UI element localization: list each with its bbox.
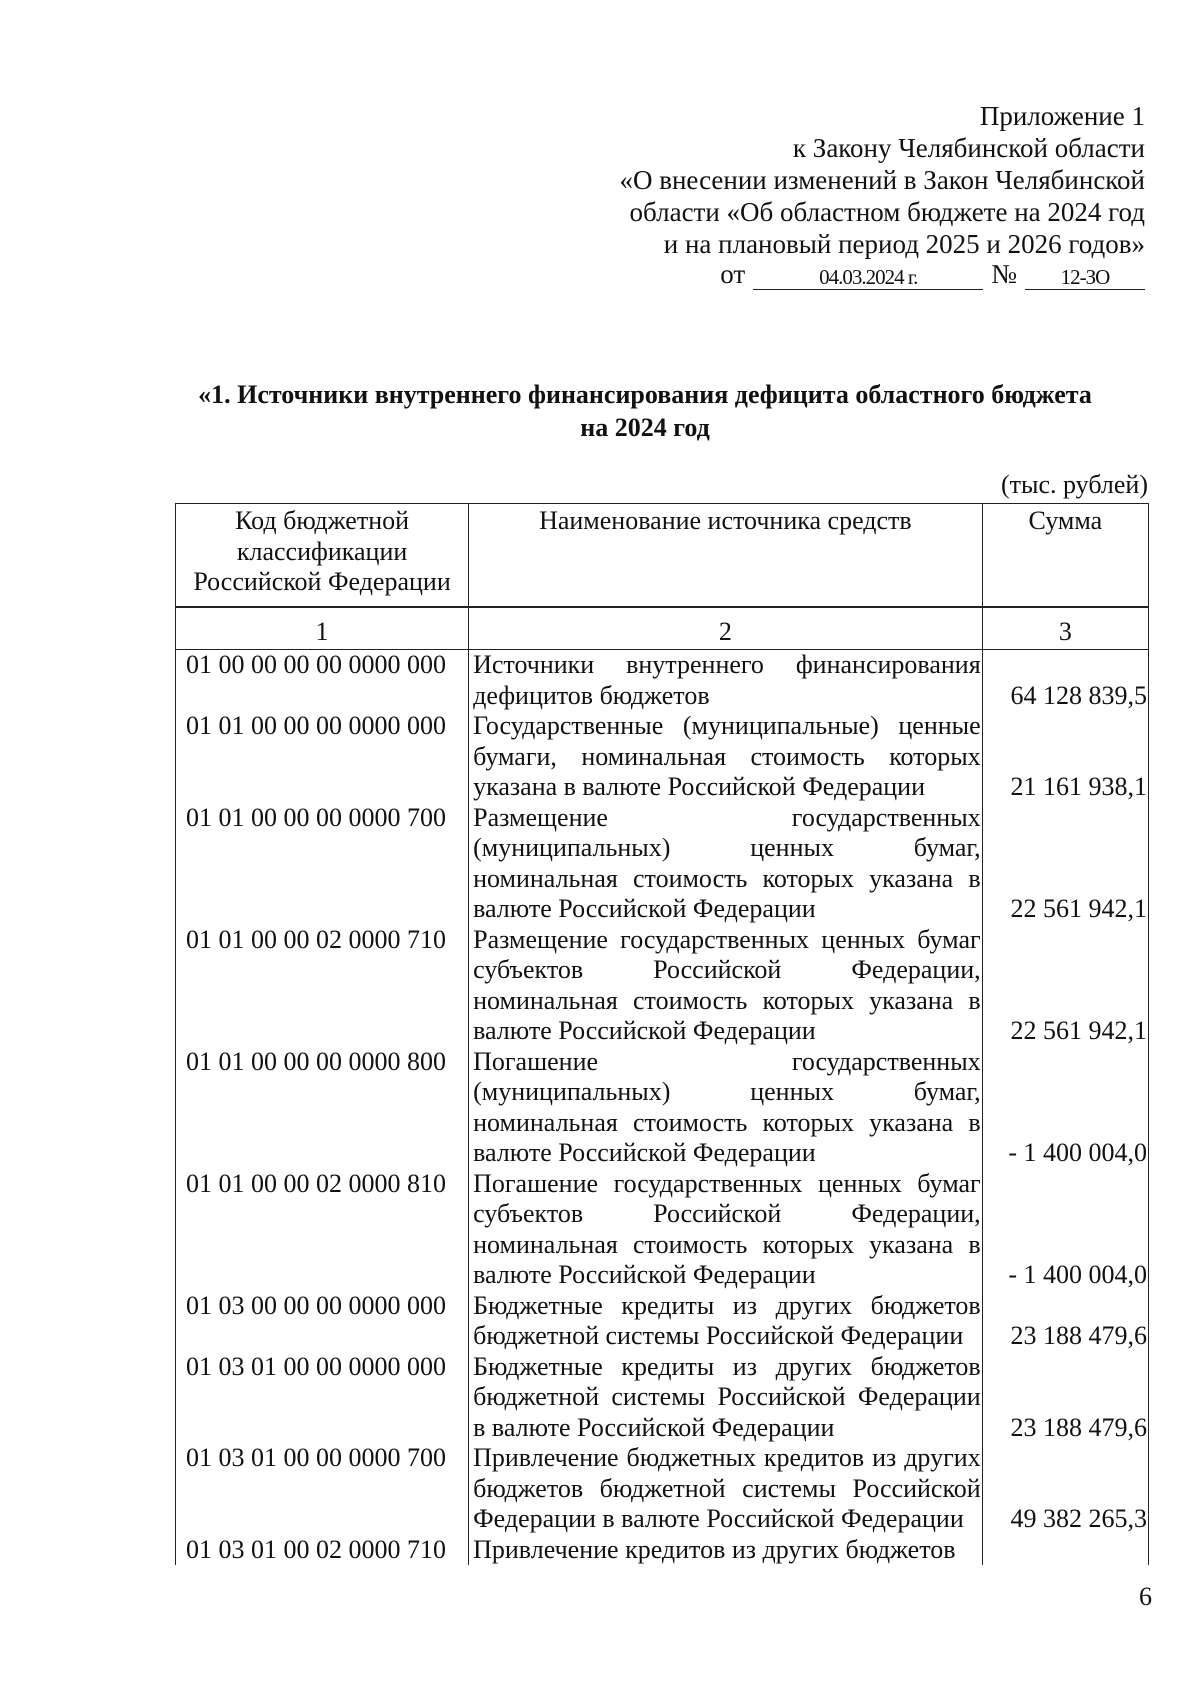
column-number-row: [176, 607, 1149, 650]
table-row: [176, 1047, 1149, 1169]
table-row: [176, 1535, 1149, 1566]
number-prefix: №: [991, 259, 1017, 289]
code-cell: 01 00 00 00 00 0000 000: [176, 650, 469, 712]
sum-cell: 64 128 839,5: [982, 650, 1148, 712]
name-cell: Бюджетные кредиты из других бюджетов бюджетной системы Российской Федерации в валюте Российской Федерации: [469, 1352, 983, 1444]
table-body: [176, 650, 1149, 1566]
name-cell: Бюджетные кредиты из других бюджетов бюджетной системы Российской Федерации: [469, 1291, 983, 1352]
code-cell: 01 01 00 00 02 0000 810: [176, 1169, 469, 1291]
sum-cell: - 1 400 004,0: [982, 1169, 1148, 1291]
title-line-2: на 2024 год: [580, 413, 710, 442]
code-cell: 01 01 00 00 00 0000 700: [176, 803, 469, 925]
law-number: 12-ЗО: [1025, 265, 1145, 290]
code-cell: 01 03 01 00 00 0000 000: [176, 1352, 469, 1444]
sum-cell: 49 382 265,3: [982, 1443, 1148, 1535]
title-line-1: «1. Источники внутреннего финансирования дефицита областного бюджета: [198, 380, 1092, 409]
page-number: 6: [1139, 1582, 1152, 1611]
name-cell: Привлечение бюджетных кредитов из других бюджетов бюджетной системы Российской Федерации в валюте Российской Федерации: [469, 1443, 983, 1535]
section-title: [165, 378, 1125, 444]
code-cell: 01 03 01 00 00 0000 700: [176, 1443, 469, 1535]
sum-cell: 22 561 942,1: [982, 925, 1148, 1047]
table-row: [176, 711, 1149, 803]
table-row: [176, 1169, 1149, 1291]
table-row: [176, 1352, 1149, 1444]
column-number: 2: [469, 607, 983, 650]
sum-cell: - 1 400 004,0: [982, 1047, 1148, 1169]
sum-cell: 22 561 942,1: [982, 803, 1148, 925]
appendix-line: и на плановый период 2025 и 2026 годов»: [663, 229, 1145, 259]
name-cell: Размещение государственных ценных бумаг субъектов Российской Федерации, номинальная стоимость которых указана в валюте Российской Федерации: [469, 925, 983, 1047]
code-cell: 01 03 01 00 02 0000 710: [176, 1535, 469, 1566]
sum-cell: [982, 1535, 1148, 1566]
date-prefix: от: [720, 259, 746, 289]
unit-label: (тыс. рублей): [1000, 470, 1148, 499]
sum-cell: 23 188 479,6: [982, 1291, 1148, 1352]
header-code: Код бюджетной классификации Российской Федерации: [176, 504, 469, 608]
financing-sources-table: [175, 503, 1149, 1565]
column-number: 1: [176, 607, 469, 650]
table-row: [176, 925, 1149, 1047]
sum-cell: 23 188 479,6: [982, 1352, 1148, 1444]
table-header-row: [176, 504, 1149, 608]
header-sum: Сумма: [982, 504, 1148, 608]
name-cell: Погашение государственных ценных бумаг субъектов Российской Федерации, номинальная стоимость которых указана в валюте Российской Федерации: [469, 1169, 983, 1291]
name-cell: Размещение государственных (муниципальных) ценных бумаг, номинальная стоимость которых указана в валюте Российской Федерации: [469, 803, 983, 925]
table-row: [176, 1443, 1149, 1535]
code-cell: 01 01 00 00 00 0000 800: [176, 1047, 469, 1169]
sum-cell: 21 161 938,1: [982, 711, 1148, 803]
table-row: [176, 803, 1149, 925]
name-cell: Погашение государственных (муниципальных) ценных бумаг, номинальная стоимость которых указана в валюте Российской Федерации: [469, 1047, 983, 1169]
name-cell: Государственные (муниципальные) ценные бумаги, номинальная стоимость которых указана в валюте Российской Федерации: [469, 711, 983, 803]
appendix-line: Приложение 1: [979, 101, 1145, 131]
column-number: 3: [982, 607, 1148, 650]
header-name: Наименование источника средств: [469, 504, 983, 608]
code-cell: 01 01 00 00 00 0000 000: [176, 711, 469, 803]
table-row: [176, 1291, 1149, 1352]
law-date: 04.03.2024 г.: [753, 265, 983, 290]
table-row: [176, 650, 1149, 712]
appendix-header: [545, 100, 1145, 290]
appendix-line: области «Об областном бюджете на 2024 год: [629, 197, 1145, 227]
code-cell: 01 01 00 00 02 0000 710: [176, 925, 469, 1047]
appendix-line: к Закону Челябинской области: [792, 133, 1145, 163]
name-cell: Привлечение кредитов из других бюджетов: [469, 1535, 983, 1566]
law-date-number-line: [545, 258, 1145, 290]
code-cell: 01 03 00 00 00 0000 000: [176, 1291, 469, 1352]
name-cell: Источники внутреннего финансирования дефицитов бюджетов: [469, 650, 983, 712]
appendix-line: «О внесении изменений в Закон Челябинской: [619, 165, 1145, 195]
